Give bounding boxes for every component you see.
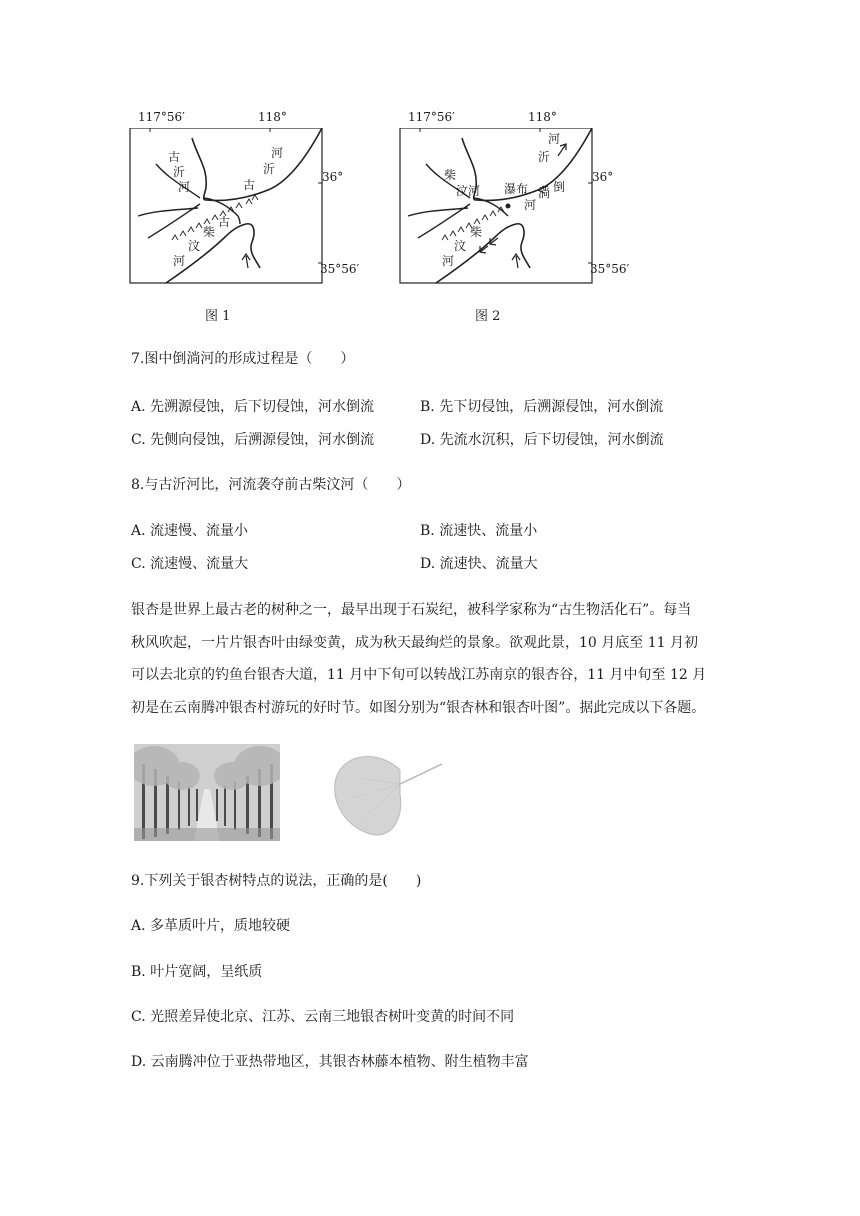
ginkgo-leaf-illustration [330, 748, 445, 838]
map-2-label-pu-bu: 瀑布 [504, 182, 529, 196]
map-2-label-wen: 汶 [454, 239, 467, 253]
figure-1-map [128, 110, 360, 325]
question-9-option-b: B. 叶片宽阔，呈纸质 [131, 964, 263, 980]
ginkgo-leaf-photo [330, 748, 445, 838]
question-7-option-b: B. 先下切侵蚀，后溯源侵蚀，河水倒流 [420, 399, 664, 415]
forest-illustration [134, 744, 280, 841]
map-2-label-yi: 沂 [538, 150, 551, 164]
passage-line-1: 银杏是世界上最古老的树种之一，最早出现于石炭纪，被科学家称为“古生物活化石”。每当 [131, 602, 692, 618]
question-9-option-d: D. 云南腾冲位于亚热带地区，其银杏林藤本植物、附生植物丰富 [131, 1054, 529, 1070]
passage [131, 594, 736, 724]
question-9-option-c: C. 光照差异使北京、江苏、云南三地银杏树叶变黄的时间不同 [131, 1009, 515, 1025]
question-8-option-d: D. 流速快、流量大 [420, 556, 538, 572]
passage-line-2: 秋风吹起，一片片银杏叶由绿变黄，成为秋天最绚烂的景象。欲观此景，10 月底至 11 月初 [131, 634, 698, 651]
question-9-option-a: A. 多革质叶片，质地较硬 [131, 918, 291, 934]
figure-1-caption: 图 1 [205, 309, 231, 324]
map-2-label-dang: 淌 [538, 186, 551, 200]
map-1-coord-right-upper: 36° [322, 170, 344, 184]
question-8-stem: 8.与古沂河比，河流袭夺前古柴汶河（ ） [131, 477, 411, 493]
figure-2-caption: 图 2 [475, 309, 501, 324]
map-1-label-gu-3: 古 [218, 215, 231, 229]
map-1-coord-top-right: 118° [258, 110, 287, 124]
map-2-coord-top-right: 118° [528, 110, 557, 124]
map-1-label-chai: 柴 [203, 225, 216, 239]
question-8-option-a: A. 流速慢、流量小 [131, 523, 249, 539]
figure-2-map [398, 110, 638, 325]
ginkgo-forest-photo [134, 744, 280, 841]
map-1-label-he-2: 河 [173, 254, 186, 268]
question-8-option-c: C. 流速慢、流量大 [131, 556, 249, 572]
map-2-drawing [398, 128, 598, 308]
map-2-coord-top-left: 117°56′ [408, 110, 455, 124]
question-9-stem: 9.下列关于银杏树特点的说法，正确的是( ) [131, 873, 422, 889]
map-1-coord-top-left: 117°56′ [138, 110, 185, 124]
map-1-coord-right-lower: 35°56′ [320, 262, 360, 276]
map-2-label-chai: 柴 [470, 225, 483, 239]
map-2-label-he-3: 河 [442, 254, 455, 268]
map-1-label-yi-he-he: 河 [271, 146, 284, 160]
map-2-label-chai-top: 柴 [444, 168, 457, 182]
question-8-option-b: B. 流速快、流量小 [420, 523, 538, 539]
map-2-label-dao: 倒 [553, 180, 566, 194]
passage-line-4: 初是在云南腾冲银杏村游玩的好时节。如图分别为“银杏林和银杏叶图”。据此完成以下各题。 [131, 699, 706, 716]
map-1-label-wen: 汶 [188, 239, 201, 253]
map-2-coord-right-lower: 35°56′ [590, 262, 630, 276]
map-2-label-wen-he: 汶河 [456, 184, 481, 198]
map-1-label-he: 河 [178, 180, 191, 194]
question-7-option-a: A. 先溯源侵蚀，后下切侵蚀，河水倒流 [131, 399, 375, 415]
map-2-label-he-2: 河 [524, 198, 537, 212]
map-1-label-gu: 古 [168, 150, 181, 164]
map-1-label-yi: 沂 [173, 165, 186, 179]
question-7-option-d: D. 先流水沉积，后下切侵蚀，河水倒流 [420, 432, 664, 448]
question-7-option-c: C. 先侧向侵蚀，后溯源侵蚀，河水倒流 [131, 432, 375, 448]
map-1-label-yi-he-yi: 沂 [263, 162, 276, 176]
map-2-coord-right-upper: 36° [592, 170, 614, 184]
map-1-label-gu-2: 古 [243, 178, 256, 192]
map-2-label-he: 河 [548, 132, 561, 146]
passage-line-3: 可以去北京的钓鱼台银杏大道，11 月中下旬可以转战江苏南京的银杏谷，11 月中旬至 12 月 [131, 667, 707, 683]
question-7-stem: 7.图中倒淌河的形成过程是（ ） [131, 351, 355, 367]
